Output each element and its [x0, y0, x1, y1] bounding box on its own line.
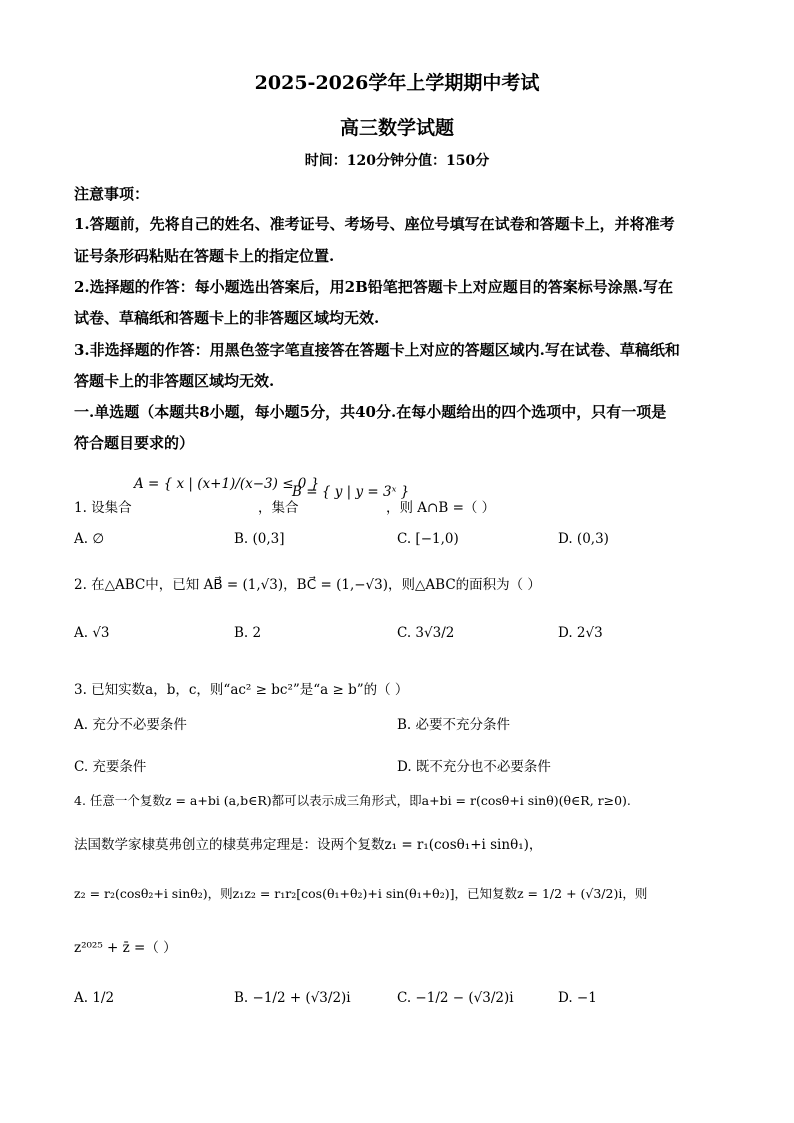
- q1-set-a: A = { x | (x+1)/(x−3) ≤ 0 }: [134, 476, 320, 492]
- section-1-line-2: 符合题目要求的）: [74, 434, 195, 452]
- q4-option-c: C. −1/2 − (√3/2)i: [397, 990, 514, 1006]
- note-3-line-1: 3.非选择题的作答：用黑色签字笔直接答在答题卡上对应的答题区域内.写在试卷、草稿纸和: [74, 341, 680, 359]
- q3-option-a: A. 充分不必要条件: [74, 717, 187, 733]
- note-1-line-2: 证号条形码粘贴在答题卡上的指定位置.: [74, 247, 335, 265]
- q3-option-d: D. 既不充分也不必要条件: [397, 759, 551, 775]
- q1-option-a: A. ∅: [74, 531, 105, 547]
- q1-mid: ，集合: [258, 500, 299, 516]
- note-3-line-2: 答题卡上的非答题区域均无效.: [74, 372, 275, 390]
- q2-option-b: B. 2: [234, 625, 262, 641]
- q4-option-a: A. 1/2: [74, 990, 115, 1006]
- q1-suffix: ，则 A∩B =（ ）: [386, 500, 496, 516]
- note-2-line-2: 试卷、草稿纸和答题卡上的非答题区域均无效.: [74, 309, 380, 327]
- q2-text: 2. 在△ABC中，已知 AB⃗ = (1,√3)，BC⃗ = (1,−√3)，则△ABC的面积为（ ）: [74, 577, 541, 593]
- q4-option-b: B. −1/2 + (√3/2)i: [234, 990, 351, 1006]
- q2-option-c: C. 3√3/2: [397, 625, 455, 641]
- q1-option-d: D. (0,3): [558, 531, 609, 547]
- q3-option-c: C. 充要条件: [74, 759, 147, 775]
- q1-set-b: B = { y | y = 3ˣ }: [292, 484, 410, 500]
- q4-option-d: D. −1: [558, 990, 597, 1006]
- exam-title: 2025-2026学年上学期期中考试: [254, 72, 540, 94]
- exam-subtitle: 高三数学试题: [339, 117, 454, 139]
- q3-text: 3. 已知实数a，b，c，则“ac² ≥ bc²”是“a ≥ b”的（ ）: [74, 682, 409, 698]
- q1-option-b: B. (0,3]: [234, 531, 285, 547]
- note-2-line-1: 2.选择题的作答：每小题选出答案后，用2B铅笔把答题卡上对应题目的答案标号涂黑.写在: [74, 278, 674, 296]
- q2-option-a: A. √3: [74, 625, 110, 641]
- q4-line-1: 4. 任意一个复数z = a+bi (a,b∈R)都可以表示成三角形式，即a+bi = r(cosθ+i sinθ)(θ∈R, r≥0).: [74, 793, 631, 808]
- q1-option-c: C. [−1,0): [397, 531, 459, 547]
- q4-line-4: z²⁰²⁵ + z̄ =（ ）: [74, 940, 177, 956]
- notes-heading: 注意事项：: [74, 185, 150, 203]
- time-score-line: 时间：120分钟分值：150分: [304, 153, 490, 169]
- q4-line-2: 法国数学家棣莫弗创立的棣莫弗定理是：设两个复数z₁ = r₁(cosθ₁+i sinθ₁)，: [74, 837, 543, 853]
- q4-line-3: z₂ = r₂(cosθ₂+i sinθ₂)，则z₁z₂ = r₁r₂[cos(θ₁+θ₂)+i sin(θ₁+θ₂)]，已知复数z = 1/2 + (√3/2)i，则: [74, 886, 648, 901]
- q3-option-b: B. 必要不充分条件: [397, 717, 511, 733]
- section-1-line-1: 一.单选题（本题共8小题，每小题5分，共40分.在每小题给出的四个选项中，只有一项是: [74, 403, 667, 421]
- q1-prefix: 1. 设集合: [74, 500, 132, 516]
- q2-option-d: D. 2√3: [558, 625, 603, 641]
- note-1-line-1: 1.答题前，先将自己的姓名、准考证号、考场号、座位号填写在试卷和答题卡上，并将准考: [74, 215, 675, 233]
